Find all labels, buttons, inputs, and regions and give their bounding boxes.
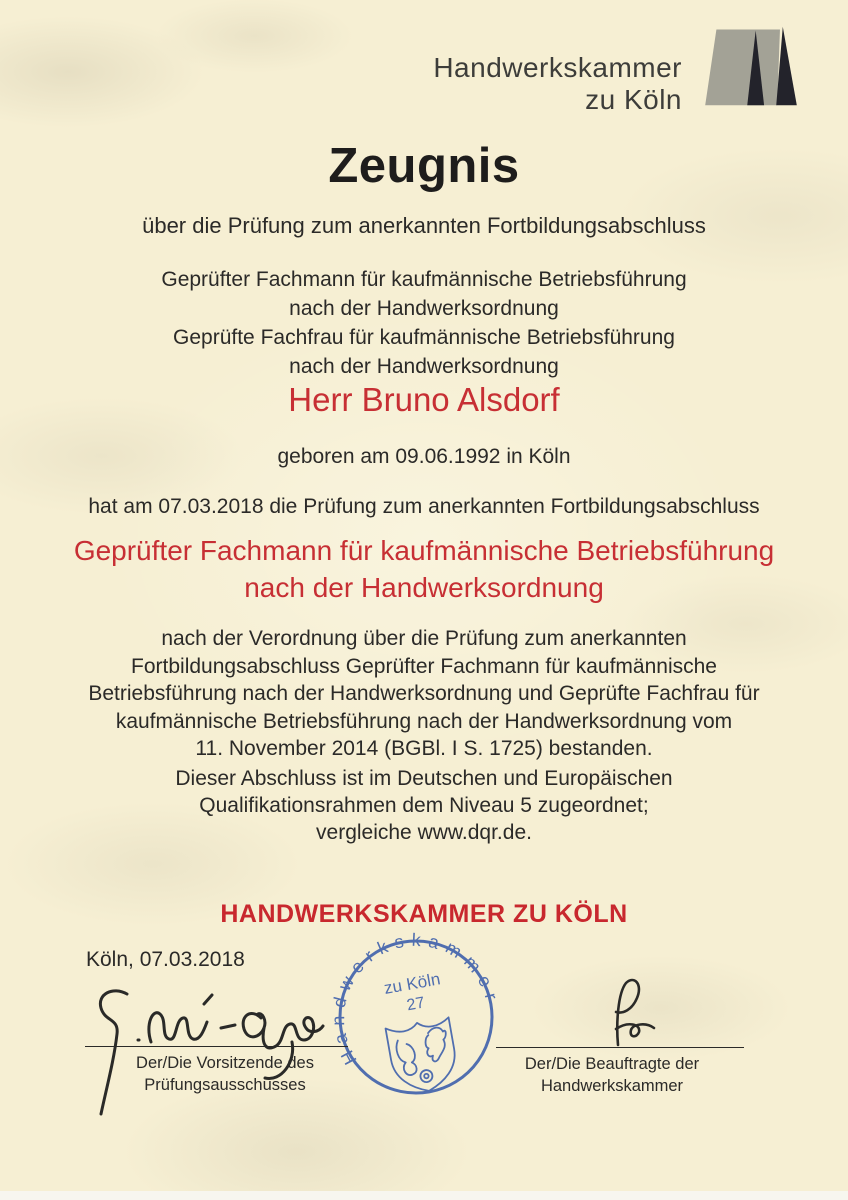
regulation-line: Betriebsführung nach der Handwerksordnung und Geprüfte Fachfrau für	[88, 682, 760, 705]
document-title: Zeugnis	[328, 139, 520, 193]
qualification-line: Geprüfter Fachmann für kaufmännische Betriebsführung	[161, 268, 687, 291]
regulation-line: Fortbildungsabschluss Geprüfter Fachmann für kaufmännische	[131, 654, 717, 678]
exam-date-line: hat am 07.03.2018 die Prüfung zum anerkannten Fortbildungsabschluss	[88, 495, 760, 518]
qualification-block	[0, 265, 848, 381]
dqr-line: Dieser Abschluss ist im Deutschen und Europäischen	[175, 767, 673, 790]
signature-caption-representative	[492, 1053, 732, 1097]
caption-line: Handwerkskammer	[540, 1077, 684, 1095]
org-name	[433, 52, 682, 116]
awarded-title-line: nach der Handwerksordnung	[244, 572, 604, 603]
recipient-birth-line: geboren am 09.06.1992 in Köln	[277, 445, 571, 468]
signature-caption-chairman	[82, 1052, 368, 1096]
awarded-title-line: Geprüfter Fachmann für kaufmännische Betriebsführung	[73, 535, 775, 566]
dqr-line: Qualifikationsrahmen dem Niveau 5 zugeordnet;	[199, 794, 649, 817]
qualification-line: nach der Handwerksordnung	[289, 355, 559, 378]
regulation-line: kaufmännische Betriebsführung nach der Handwerksordnung vom	[115, 709, 733, 733]
stamp-number-text: 27	[405, 994, 427, 1015]
stamp-arc-text: Handwerkskammer	[328, 929, 504, 1068]
org-name-line1: Handwerkskammer	[433, 52, 682, 83]
caption-line: Prüfungsausschusses	[144, 1076, 306, 1094]
issuer-heading: HANDWERKSKAMMER ZU KÖLN	[220, 900, 628, 928]
regulation-line: 11. November 2014 (BGBl. I S. 1725) bestanden.	[195, 737, 653, 760]
regulation-line: nach der Verordnung über die Prüfung zum anerkannten	[161, 627, 687, 650]
caption-line: Der/Die Vorsitzende des	[136, 1054, 314, 1072]
dqr-line: vergleiche www.dqr.de.	[316, 821, 532, 844]
place-date: Köln, 07.03.2018	[86, 948, 245, 971]
regulation-paragraph	[0, 625, 848, 763]
stamp-city-text: zu Köln	[382, 969, 442, 998]
cathedral-spires-logo-icon	[702, 23, 800, 109]
qualification-line: nach der Handwerksordnung	[289, 297, 559, 320]
awarded-title	[0, 532, 848, 606]
caption-line: Der/Die Beauftragte der	[524, 1055, 700, 1073]
dqr-paragraph	[0, 765, 848, 846]
signature-chairman-handwriting	[83, 982, 329, 1120]
recipient-name: Herr Bruno Alsdorf	[288, 381, 560, 418]
scan-edge	[0, 1191, 848, 1200]
qualification-line: Geprüfte Fachfrau für kaufmännische Betriebsführung	[173, 326, 675, 349]
signature-representative-handwriting	[588, 977, 672, 1047]
signature-line-right	[496, 1047, 744, 1048]
document-subtitle: über die Prüfung zum anerkannten Fortbildungsabschluss	[142, 213, 706, 238]
org-name-line2: zu Köln	[585, 84, 682, 115]
